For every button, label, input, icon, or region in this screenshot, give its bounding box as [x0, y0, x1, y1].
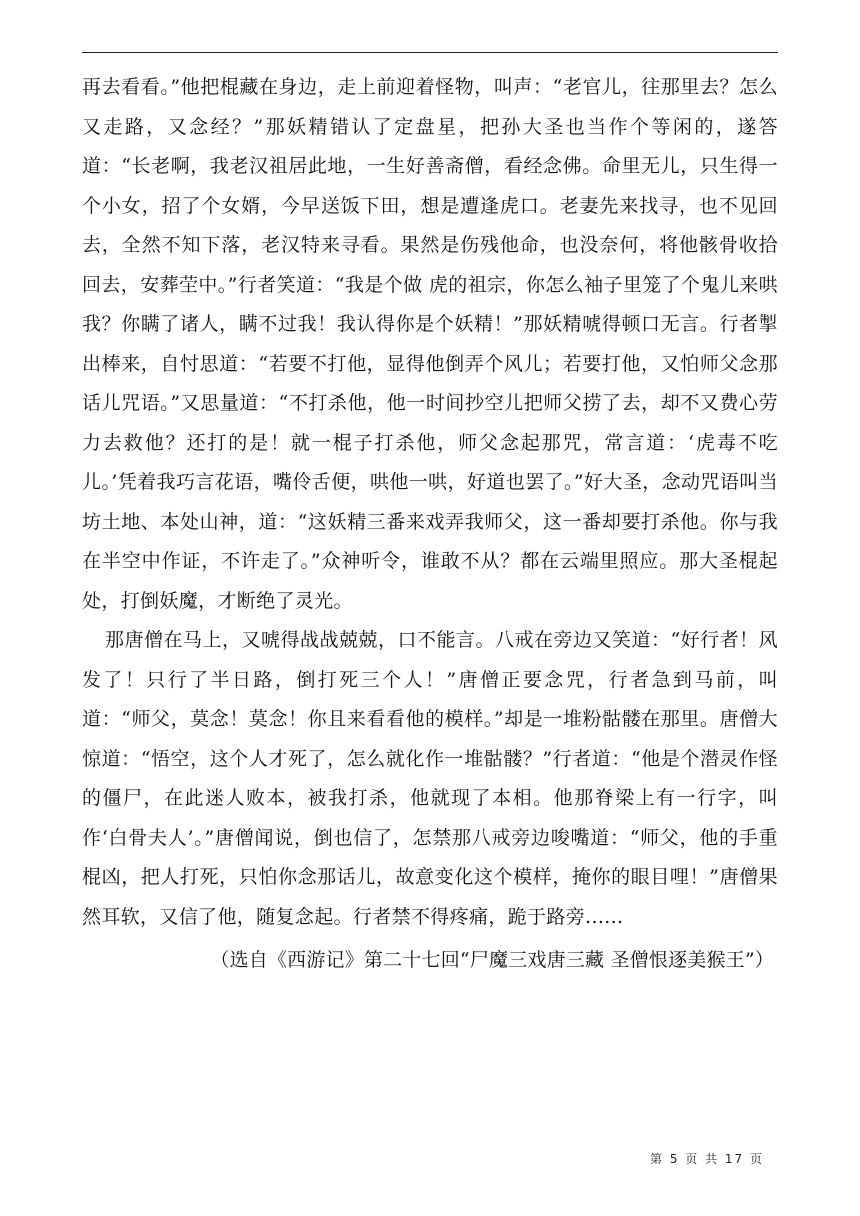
page-body	[82, 68, 778, 981]
header-rule	[82, 52, 778, 53]
paragraph-1: 再去看看。”他把棍藏在身边，走上前迎着怪物，叫声：“老官儿，往那里去？怎么又走路，又念经？”那妖精错认了定盘星，把孙大圣也当作个等闲的，遂答道：“长老啊，我老汉祖居此地，一生好善斋僧，看经念佛。命里无儿，只生得一个小女，招了个女婿，今早送饭下田，想是遭逢虎口。老妻先来找寻，也不见回去，全然不知下落，老汉特来寻看。果然是伤残他命，也没奈何，将他骸骨收拾回去，安葬茔中。”行者笑道：“我是个做 虎的祖宗，你怎么袖子里笼了个鬼儿来哄我？你瞒了诸人，瞒不过我！我认得你是个妖精！”那妖精唬得顿口无言。行者掣出棒来，自忖思道：“若要不打他，显得他倒弄个风儿；若要打他，又怕师父念那话儿咒语。”又思量道：“不打杀他，他一时间抄空儿把师父捞了去，却不又费心劳力去救他？还打的是！就一棍子打杀他，师父念起那咒，常言道：‘虎毒不吃儿。’凭着我巧言花语，嘴伶舌便，哄他一哄，好道也罢了。”好大圣，念动咒语叫当坊土地、本处山神，道：“这妖精三番来戏弄我师父，这一番却要打杀他。你与我在半空中作证，不许走了。”众神听令，谁敢不从？都在云端里照应。那大圣棍起处，打倒妖魔，才断绝了灵光。	[82, 76, 778, 612]
paragraph-2: 那唐僧在马上，又唬得战战兢兢，口不能言。八戒在旁边又笑道：“好行者！风发了！只行了半日路，倒打死三个人！”唐僧正要念咒，行者急到马前，叫道：“师父，莫念！莫念！你且来看看他的模样。”却是一堆粉骷髅在那里。唐僧大惊道：“悟空，这个人才死了，怎么就化作一堆骷髅？”行者道：“他是个潜灵作怪的僵尸，在此迷人败本，被我打杀，他就现了本相。他那脊梁上有一行字，叫作‘白骨夫人’。”唐僧闻说，倒也信了，怎禁那八戒旁边唆嘴道：“师父，他的手重棍凶，把人打死，只怕你念那话儿，故意变化这个模样，掩你的眼目哩！”唐僧果然耳软，又信了他，随复念起。行者禁不得疼痛，跪于路旁......	[82, 629, 778, 928]
page-number: 第 5 页 共 17 页	[650, 1152, 764, 1166]
source-citation: （选自《西游记》第二十七回“尸魔三戏唐三藏 圣僧恨逐美猴王”）	[210, 949, 774, 971]
